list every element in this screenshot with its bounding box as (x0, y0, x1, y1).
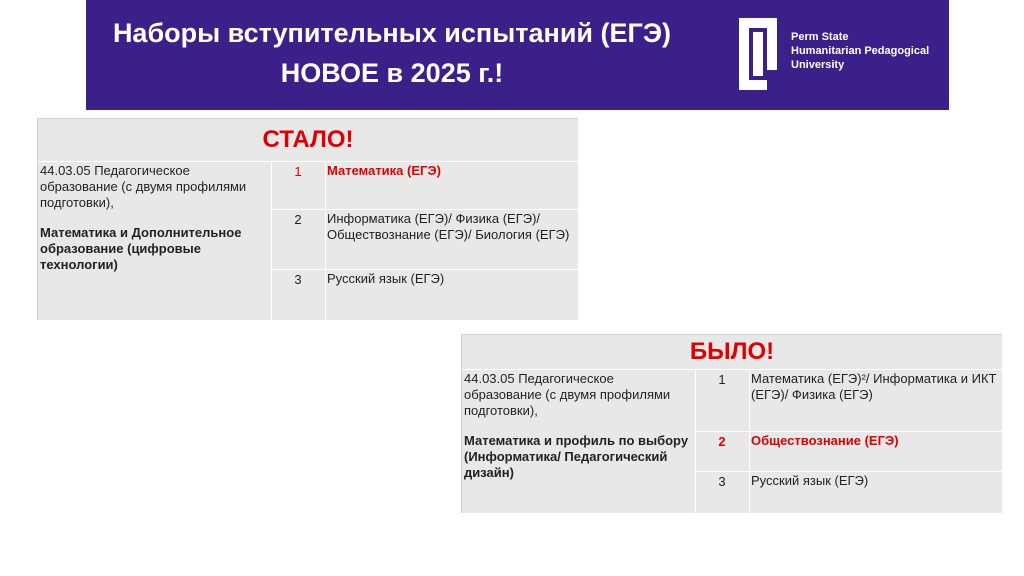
row-number: 2 (294, 212, 302, 227)
row-number: 2 (718, 434, 726, 449)
university-name (791, 30, 929, 72)
row-number: 3 (294, 272, 302, 287)
page-subtitle: НОВОЕ в 2025 г.! (280, 58, 504, 88)
row-number: 1 (294, 164, 302, 179)
subject-cell: Математика (ЕГЭ) (327, 163, 441, 178)
logo-text-line-3: University (791, 59, 845, 71)
subject-cell: Русский язык (ЕГЭ) (751, 473, 869, 488)
program-cell (462, 369, 695, 513)
program-profile: Математика и профиль по выбору (Информатика/ Педагогический дизайн) (464, 433, 689, 480)
page-title: Наборы вступительных испытаний (ЕГЭ) (112, 18, 672, 48)
university-logo-icon (739, 18, 777, 90)
logo-text-line-2: Humanitarian Pedagogical (791, 45, 930, 57)
subject-cell: Информатика (ЕГЭ)/ Физика (ЕГЭ)/ Обществознание (ЕГЭ)/ Биология (ЕГЭ) (327, 211, 570, 242)
program-code: 44.03.05 Педагогическое образование (с двумя профилями подготовки), (40, 163, 247, 210)
new-exams-table (37, 118, 578, 320)
subject-cell: Математика (ЕГЭ)²/ Информатика и ИКТ (ЕГЭ)/ Физика (ЕГЭ) (751, 371, 997, 402)
program-profile: Математика и Дополнительное образование (цифровые технологии) (40, 225, 242, 272)
row-number: 3 (718, 474, 726, 489)
old-exams-table (461, 334, 1002, 513)
subject-cell: Русский язык (ЕГЭ) (327, 271, 445, 286)
subject-cell: Обществознание (ЕГЭ) (751, 433, 899, 448)
old-table-heading: БЫЛО! (462, 335, 1002, 370)
logo-text-line-1: Perm State (791, 31, 849, 43)
row-number: 1 (718, 372, 726, 387)
program-code: 44.03.05 Педагогическое образование (с двумя профилями подготовки), (464, 371, 671, 418)
new-table-heading: СТАЛО! (38, 119, 578, 162)
program-cell (38, 161, 271, 320)
